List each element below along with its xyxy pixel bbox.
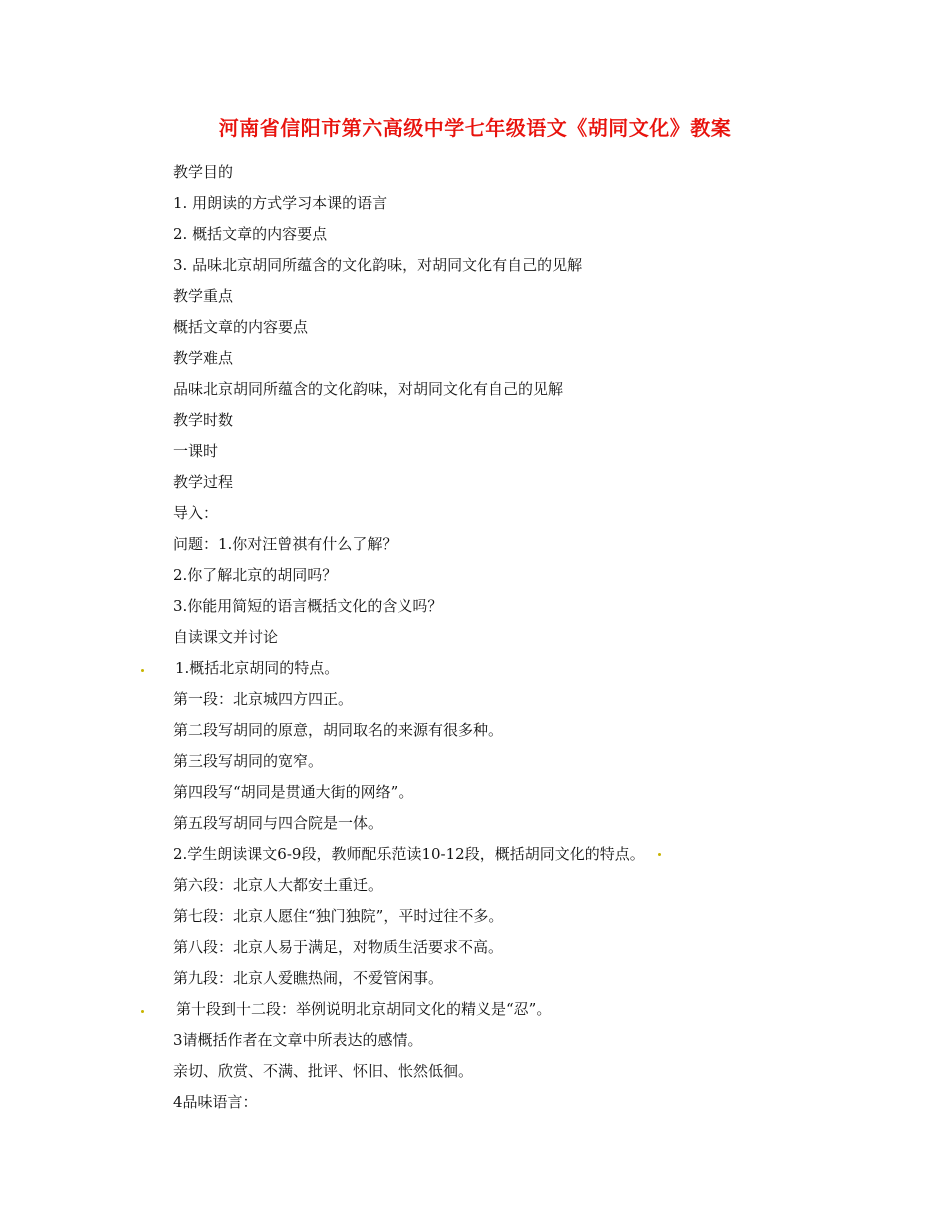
paragraph: 概括文章的内容要点 [173,318,309,336]
margin-dot [658,853,661,856]
paragraph: 第四段写“胡同是贯通大街的网络”。 [173,783,414,801]
margin-dot [141,1010,144,1013]
paragraph: 4品味语言： [173,1093,258,1111]
paragraph: 2.学生朗读课文6-9段，教师配乐范读10-12段，概括胡同文化的特点。 [173,845,645,863]
paragraph: 自读课文并讨论 [173,628,279,646]
paragraph: 亲切、欣赏、不满、批评、怀旧、怅然低徊。 [173,1062,474,1080]
margin-dot [141,669,144,672]
list-item: 1. 用朗读的方式学习本课的语言 [173,194,388,212]
paragraph: 问题：1.你对汪曾祺有什么了解？ [173,535,398,553]
list-item: 2. 概括文章的内容要点 [173,225,328,243]
paragraph: 第十段到十二段：举例说明北京胡同文化的精义是“忍”。 [176,1000,552,1018]
section-heading: 教学时数 [173,411,234,429]
paragraph: 3请概括作者在文章中所表达的感情。 [173,1031,423,1049]
paragraph: 1.概括北京胡同的特点。 [175,659,340,677]
paragraph: 第七段：北京人愿住“独门独院”，平时过往不多。 [173,907,504,925]
paragraph: 2.你了解北京的胡同吗？ [173,566,338,584]
section-heading: 教学过程 [173,473,234,491]
paragraph: 一课时 [173,442,219,460]
paragraph: 第二段写胡同的原意，胡同取名的来源有很多种。 [173,721,504,739]
paragraph: 第五段写胡同与四合院是一体。 [173,814,384,832]
document-title: 河南省信阳市第六高级中学七年级语文《胡同文化》教案 [218,116,732,140]
paragraph: 导入： [173,504,219,522]
paragraph: 第一段：北京城四方四正。 [173,690,354,708]
section-heading: 教学难点 [173,349,234,367]
paragraph: 品味北京胡同所蕴含的文化韵味，对胡同文化有自己的见解 [173,380,564,398]
section-heading: 教学重点 [173,287,234,305]
paragraph: 3.你能用简短的语言概括文化的含义吗？ [173,597,443,615]
section-heading: 教学目的 [173,163,234,181]
paragraph: 第八段：北京人易于满足，对物质生活要求不高。 [173,938,504,956]
document-body [173,160,793,1121]
paragraph: 第九段：北京人爱瞧热闹，不爱管闲事。 [173,969,444,987]
paragraph: 第三段写胡同的宽窄。 [173,752,324,770]
list-item: 3. 品味北京胡同所蕴含的文化韵味，对胡同文化有自己的见解 [173,256,583,274]
paragraph: 第六段：北京人大都安土重迁。 [173,876,384,894]
